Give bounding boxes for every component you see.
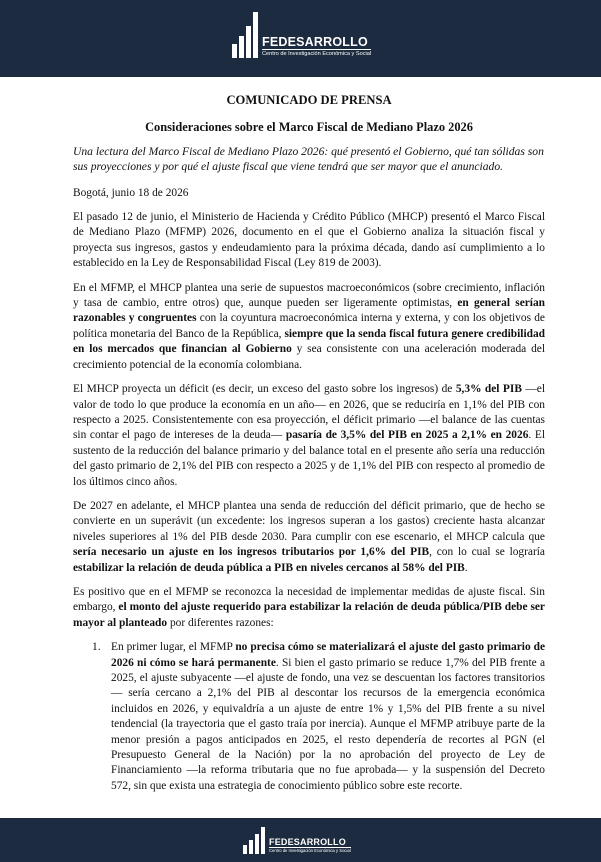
document-subtitle: Consideraciones sobre el Marco Fiscal de Mediano Plazo 2026	[145, 120, 473, 135]
text-run: .	[464, 561, 468, 574]
footer-org-tagline: Centro de Investigación Económica y Social	[269, 848, 351, 853]
document-title: COMUNICADO DE PRENSA	[226, 93, 392, 107]
body-paragraph	[73, 281, 545, 373]
bold-text: sería necesario un ajuste en los ingresos tributarios por 1,6% del PIB	[73, 546, 430, 559]
text-run: con la coyuntura macroeconómica interna y externa, y con los objetivos de política monetaria del Banco de la República,	[73, 312, 545, 340]
bold-text: pasaría de 3,5% del PIB en 2025 a 2,1% en 2026	[285, 429, 529, 442]
list-number: 1.	[92, 641, 101, 654]
body-paragraph	[73, 499, 545, 576]
text-run: , con lo cual se lograría	[429, 546, 545, 559]
footer-logo	[243, 827, 351, 854]
lead-paragraph: Una lectura del Marco Fiscal de Mediano Plazo 2026: qué presentó el Gobierno, qué tan sólidas son sus proyecciones y por qué el ajuste fiscal que viene tendrá que ser mayor que el anunciado.	[73, 144, 544, 174]
text-run: En el MFMP, el MHCP plantea una serie de supuestos macroeconómicos (sobre crecimiento, inflación y tasa de cambio, entre otros) que, aunque pueden ser ligeramente optimistas,	[73, 281, 545, 310]
body-paragraphs	[73, 210, 545, 631]
text-run: Es positivo que en el MFMP se reconozca la necesidad de implementar medidas de ajuste fiscal. Sin embargo,	[73, 585, 545, 614]
footer-org-name: FEDESARROLLO	[269, 837, 346, 847]
bold-text: no precisa cómo se materializará el ajuste del gasto primario de 2026 ni cómo se hará permanente	[111, 641, 545, 669]
bold-text: el monto del ajuste requerido para estabilizar la relación de deuda pública/PIB debe ser mayor al planteado	[73, 601, 545, 629]
text-run: El pasado 12 de junio, el Ministerio de Hacienda y Crédito Público (MHCP) presentó el Marco Fiscal de Mediano Plazo (MFMP) 2026, documento en el que el Gobierno analiza la situación fiscal y proyecta sus ingresos, gastos y endeudamiento para la próxima década, dando así cumplimiento a lo establecido en la Ley de Responsabilidad Fiscal (Ley 819 de 2003).	[73, 211, 545, 270]
reasons-list	[73, 640, 545, 794]
org-name: FEDESARROLLO	[262, 35, 368, 49]
text-run: y sea consistente con una aceleración moderada del crecimiento potencial de la economía colombiana.	[73, 343, 545, 371]
bold-text: siempre que la senda fiscal futura genere credibilidad en los mercados que financian al Gobierno	[73, 327, 545, 356]
body-paragraph	[73, 585, 545, 631]
text-run: El MHCP proyecta un déficit (es decir, un exceso del gasto sobre los ingresos) de	[73, 383, 456, 396]
text-run: por diferentes razones:	[167, 616, 274, 629]
bold-text: 5,3% del PIB	[455, 383, 522, 396]
org-tagline: Centro de Investigación Económica y Social	[262, 51, 372, 57]
text-run: De 2027 en adelante, el MHCP plantea una senda de reducción del déficit primario, que de hecho se convierte en un superávit (un excedente: los ingresos superan a los gastos) creciente hasta alcanzar niveles superiores al 1% del PIB desde 2030. Para cumplir con ese escenario, el MHCP calcula que	[73, 499, 545, 543]
logo-bars-icon	[232, 12, 258, 58]
press-release-body	[73, 93, 545, 794]
body-paragraph	[73, 210, 545, 272]
footer-logo-bars-icon	[243, 827, 265, 854]
text-run: —el valor de todo lo que produce la economía en un año— en 2026, que se reduciría en 1,1% del PIB con respecto a 2025. Consistentemente con esa proyección, el déficit primario —el balance de las cuentas sin contar el pago de intereses de la deuda—	[73, 383, 545, 442]
text-run: En primer lugar, el MFMP	[111, 641, 236, 654]
bold-text: estabilizar la relación de deuda pública a PIB en niveles cercanos al 58% del PIB	[73, 561, 465, 574]
bold-text: en general serían razonables y congruentes	[73, 297, 545, 325]
header-band	[0, 0, 601, 77]
footer-band	[0, 818, 601, 862]
text-run: . El sustento de la reducción del balance primario y del balance total en el presente año sería una reducción del gasto primario de 2,1% del PIB con respecto a 2025 y de 1,1% del PIB con respecto al promedio de los últimos cinco años.	[73, 429, 545, 488]
fedesarrollo-logo	[232, 12, 371, 58]
body-paragraph	[73, 382, 545, 490]
dateline: Bogotá, junio 18 de 2026	[73, 186, 189, 199]
list-item	[73, 640, 545, 794]
text-run: . Si bien el gasto primario se reduce 1,7% del PIB frente a 2025, el ajuste subyacente —el ajuste de fondo, una vez se descuentan los factores transitorios— sería cercano a 2,1% del PIB al descontar los recursos de la emergencia económica incluidos en 2026, y equivaldría a un ajuste de entre 1% y 1,5% del PIB frente a su nivel tendencial (la trayectoria que el gasto traía por inercia). Aunque el MFMP atribuye parte de la menor presión a pagos anticipados en 2025, el resto dependería de recortes al PGN (el Presupuesto General de la Nación) por la no aprobación del proyecto de Ley de Financiamiento —la reforma tributaria que no fue aprobada— y la suspensión del Decreto 572, sin que exista una estrategia de conocimiento público sobre este recorte.	[111, 656, 546, 792]
